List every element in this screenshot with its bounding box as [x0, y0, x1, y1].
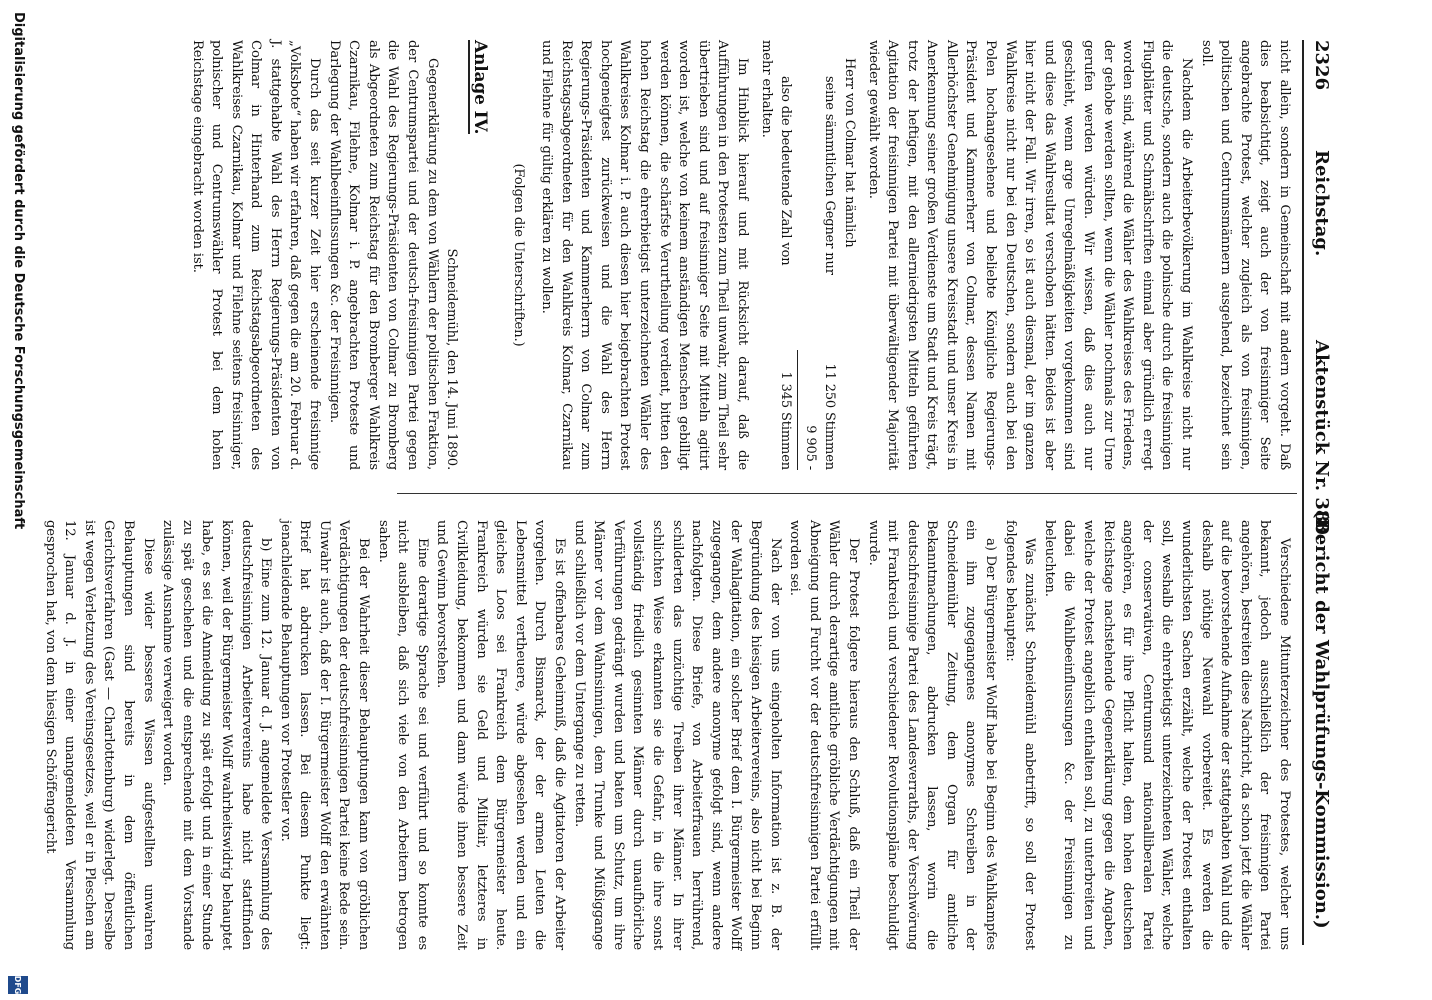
page-header [1304, 40, 1332, 945]
digitization-credit [0, 0, 32, 1000]
paragraph: a) Der Bürgermeister Wolff habe bei Beginn des Wahlkampfes ein ihm zugegangenes anonymes Schreiben in der Schneidemühler Zeitung, dem Organ für amtliche Bekanntmachungen, abdrucken lassen, worin die deutschfreisinnige Partei des Landesverraths, der Verschwörung mit Frankreich und verschiedener Revolutionspläne beschuldigt wurde. [865, 520, 999, 950]
credit-text: Digitalisierung gefördert durch die Deutsche Forschungsgemeinschaft [11, 12, 26, 530]
anlage-heading: Anlage IV. [469, 40, 490, 135]
paragraph: b) Eine zum 12. Januar d. J. angemeldete Versammlung des deutschfreisinnigen Arbeitervereins habe nicht stattfinden können, weil der Bürgermeister Wolff wahrheitswidrig behauptet habe, es sei die Anmeldung zu spät erfolgt und in einer Stunde zu spät geschehen und die entsprechende mit dem Vorstande zulässige Ausnahme verweigert worden. [160, 520, 274, 950]
vote-block [756, 40, 859, 470]
paragraph: Verschiedene Mitunterzeichner des Protestes, welcher uns bekannt, jedoch ausschließlich der freisinnigen Partei angehören, bestreiten diese Nachricht, da schon jetzt die Wähler auf die bevorstehende Aufnahme der stattgehabten Wahl und die deshalb nöthige Neuwahl vorbereitet. Es werden die wunderlichsten Sachen erzählt, welche der Protest enthalten soll, weshalb die ehrerbietigst unterzeichneten Wähler, welche der conservativen, Centrumsund nationalliberalen Partei angehören, es für ihre Pflicht halten, dem hohen deutschen Reichstage nachstehende Gegenerklärung gegen die Angaben, welche der Protest angeblich enthalten soll, zu unterbreiten und dabei die Wahlbeeinflussungen &c. der Freisinnigen zu beleuchten. [1041, 520, 1292, 950]
vote-row [820, 40, 840, 470]
vote-row [776, 40, 796, 470]
vote-result-label: also die bedeutende Zahl von [778, 76, 794, 266]
vote-value: 9 905 - [802, 425, 818, 470]
paragraph: nicht allein, sondern in Gemeinschaft mit andern vorgeht. Daß dies beabsichtigt, zeigt auch der von freisinniger Seite angebrachte Protest, welcher zugleich als von freisinnigen, politischen und Centrumsmännern ausgehend, bezeichnet sein soll. [1198, 40, 1292, 470]
section-title: (Bericht der Wahlprüfungs-Kommission.) [1311, 510, 1332, 929]
page-number: 2326 [1311, 40, 1332, 91]
header-rule [1302, 40, 1304, 945]
dfg-logo-icon: DFG [8, 976, 28, 994]
vote-value: 11 250 Stimmen [822, 363, 838, 470]
vote-result-suffix: mehr erhalten. [758, 40, 774, 138]
publication-name: Reichstag. [1311, 150, 1332, 257]
anlage-date: Schneidemühl, den 14. Juni 1890. [444, 248, 460, 470]
vote-intro: Herr von Colmar hat nämlich [841, 58, 857, 248]
paragraph: Nach der von uns eingeholten Information ist z. B. der Begründung des hiesigen Arbeitervereins, also nicht bei Beginn der Wahlagitation, ein solcher Brief dem I. Bürgermeister Wolff zugegangen, dem andere anonyme gefolgt sind, wenn andere nachfolgten. Diese Briefe, von Arbeiterfrauen herrührend, schilderten das unzüchtige Treiben ihrer Männer. In ihrer schlichten Weise erkannten sie die Gefahr, in die ihre sonst vollständig friedlich gesinnten Männer durch unaufhörliche Verführungen gedrängt wurden und baten um Schutz, um ihre Männer vor dem Wahnsinnigen, dem Trunke und Müßiggange und schließlich vor dem Untergange zu retten. [571, 520, 783, 950]
vote-row [800, 40, 820, 470]
vote-label: seine sämmtlichen Gegner nur [822, 76, 838, 275]
sum-rule [797, 350, 798, 470]
paragraph: Bei der Wahrheit dieser Behauptungen kann von gröblichen Verdächtigungen der deutschfreisinnigen Partei keine Rede sein. Unwahr ist auch, daß der I. Bürgermeister Wolff den erwähnten Brief hat abdrucken lassen. Bei diesem Punkte liegt: jenachleidende Behauptungen vor Protestler vor. [277, 520, 372, 950]
paragraph: Diese wider besseres Wissen aufgestellten unwahren Behauptungen sind bereits in dem öffentlichen Gerichtsverfahren (Gast — Charlottenburg) widerlegt. Derselbe ist wegen Verletzung des Vereinsgesetzes, weil er in Pleschen am 12. Januar d. J. in einer unangemeldeten Versammlung gesprochen hat, von dem hiesigen Schöffengericht [42, 520, 156, 950]
paragraph: Der Protest folgere hieraus den Schluß, daß ein Theil der Wähler durch derartige amtliche gröbliche Verdächtigungen mit Abneigung und Furcht vor der deutschfreisinnigen Partei erfüllt worden sei. [787, 520, 861, 950]
document-number: Aktenstück Nr. 380. [1311, 340, 1332, 542]
signatures-note: (Folgen die Unterschriften.) [511, 163, 527, 347]
vote-result-value: 1 345 Stimmen [778, 371, 794, 470]
paragraph: Es ist offenbares Geheimniß, daß die Agitatoren der Arbeiter vorgehen. Durch Bismarck, der der armen Leuten die Lebensmittel vertheuere, würde abgesehen werden und ein gleiches Loos sei Frankreich dem Bürgermeister heute. Frankreich würden sie Geld und Militair, letzteres in Civilkleidung, bekommen und dann würde ihnen bessere Zeit und Gewinn bevorstehen. [434, 520, 568, 950]
paragraph: Im Hinblick hierauf und mit Rücksicht darauf, daß die Aufführungen in den Protesten zum Theil unwahr, zum Theil sehr übertrieben sind und auf freisinniger Seite mit Mitteln agitirt worden ist, welche von keinem anständigen Menschen gebilligt werden können, die schärfste Verurtheilung verdient, bitten den hohen Reichstag die ehrerbietigst unterzeichneten Wähler des Wahlkreises Kolmar i. P. auch diesen hier beigebrachten Protest hochgeneigtest zurückweisen und die Wahl des Herrn Regierungs-Präsidenten und Kammerherrn von Colmar zum Reichstagsabgeordneten für den Wahlkreis Kolmar, Czarnikau und Filehne für gültig erklären zu wollen. [539, 40, 750, 470]
paragraph: Was zunächst Schneidemühl anbetrifft, so soll der Protest folgendes behaupten: [1002, 520, 1038, 950]
vote-row [839, 40, 859, 470]
paragraph: Durch das seit kurzer Zeit hier erscheinende freisinnige „Volksbote“ haben wir erfahren, daß gegen die am 20. Februar d. J. stattgehabte Wahl des Herrn Regierungs-Präsidenten von Colmar in Hinterhand zum Reichstagsabgeordneten des Wahlkreises Czarnikau, Kolmar und Filehne seitens freisinniger, polnischer und Centrumswähler Protest bei dem hohen Reichstage eingebracht worden ist. [189, 40, 323, 470]
anlage-title-text: Gegenerklärung zu dem von Wählern der politischen Fraktion, der Centrumspartei und der deutsch-freisinnigen Partei gegen die Wahl des Regierungs-Präsidenten von Colmar zu Bromberg als Abgeordneten zum Reichstag für den Bromberger Wahlkreis Czarnikau, Filehne, Kolmar i. P. angebrachten Proteste und Darlegung der Wahlbeeinflussungen &c. der Freisinnigen. [326, 40, 440, 470]
right-column [40, 520, 1294, 950]
left-column [187, 40, 1294, 470]
column-divider [397, 493, 1297, 494]
paragraph: Eine derartige Sprache sei und verführt und so konnte es nicht ausbleiben, daß sich viele von den Arbeitern betrogen sahen. [375, 520, 430, 950]
paragraph: Nachdem die Arbeiterbevölkerung im Wahlkreise nicht nur die deutsche, sondern auch die polnische durch die freisinnigen Flugblätter und Schmähschriften einmal aber gründlich erregt worden sind, während die Wähler des Wahlkreises des Friedens, der gehobe werden sollten, wenn die Wähler nochmals zur Urne gerufen werden würden. Wir wissen, daß dies auch nur geschieht, wenn arge Unregelmäßigkeiten vorgekommen sind und diese das Wahlresultat verschoben hätten. Beides ist aber hier nicht der Fall. Wir irren, so ist auch diesmal, der im ganzen Wahlkreise nicht nur bei den Deutschen, sondern auch bei den Polen hochangesehene und beliebte Königliche Regierungs-Präsident und Kammerherr von Colmar, dessen Namen mit Allerhöchster Genehmigung unsere Kreisstadt und unser Kreis in Anerkennung seiner großen Verdienste um Stadt und Kreis trägt, trotz der heftigen, mit den allerniedrigsten Mitteln geführten Agitation der freisinnigen Partei mit überwältigender Majorität wieder gewählt worden. [865, 40, 1195, 470]
